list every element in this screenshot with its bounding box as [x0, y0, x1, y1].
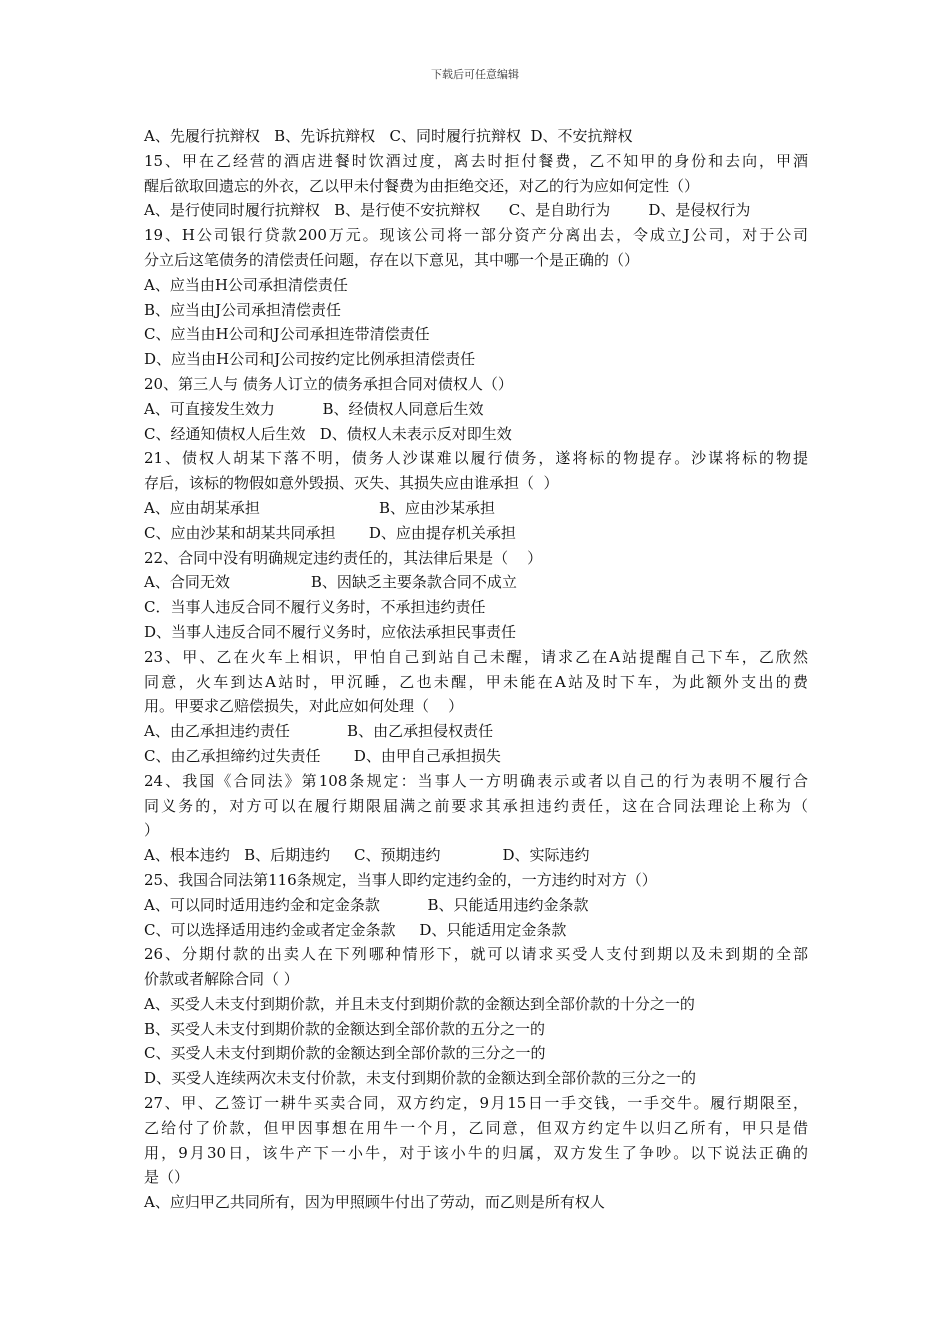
- text-line: ）: [144, 821, 160, 840]
- text-line: 价款或者解除合同（ ）: [144, 970, 299, 989]
- page-header: 下载后可任意编辑: [431, 68, 519, 81]
- text-line: C、可以选择适用违约金或者定金条款 D、只能适用定金条款: [144, 920, 567, 939]
- text-line: 用，9月30日，该牛产下一小牛，对于该小牛的归属，双方发生了争吵。以下说法正确的: [144, 1143, 808, 1162]
- text-line: 20、第三人与 债务人订立的债务承担合同对债权人（）: [144, 374, 513, 393]
- text-line: 22、合同中没有明确规定违约责任的，其法律后果是（ ）: [144, 548, 543, 567]
- text-line: C、经通知债权人后生效 D、债权人未表示反对即生效: [144, 424, 512, 443]
- text-line: 用。甲要求乙赔偿损失，对此应如何处理（ ）: [144, 697, 464, 716]
- text-line: 存后，该标的物假如意外毁损、灭失、其损失应由谁承担（ ）: [144, 474, 559, 493]
- text-line: 同义务的，对方可以在履行期限届满之前要求其承担违约责任，这在合同法理论上称为（: [144, 796, 808, 815]
- text-line: A、先履行抗辩权 B、先诉抗辩权 C、同时履行抗辩权 D、不安抗辩权: [144, 127, 633, 145]
- text-line: C、应当由H公司和J公司承担连带清偿责任: [144, 325, 430, 344]
- text-line: A、由乙承担违约责任 B、由乙承担侵权责任: [144, 722, 494, 741]
- text-line: 21、债权人胡某下落不明，债务人沙谋难以履行债务，遂将标的物提存。沙谋将标的物提: [144, 449, 808, 468]
- text-line: A、可以同时适用违约金和定金条款 B、只能适用违约金条款: [144, 895, 589, 914]
- text-line: 26、分期付款的出卖人在下列哪种情形下，就可以请求买受人支付到期以及未到期的全部: [144, 945, 808, 964]
- text-line: A、应由胡某承担 B、应由沙某承担: [144, 498, 496, 517]
- text-line: 15、甲在乙经营的酒店进餐时饮酒过度，离去时拒付餐费，乙不知甲的身份和去向，甲酒: [144, 151, 808, 170]
- text-line: C．当事人违反合同不履行义务时，不承担违约责任: [144, 598, 486, 617]
- text-line: 24、我国《合同法》第108条规定：当事人一方明确表示或者以自己的行为表明不履行合: [144, 771, 808, 790]
- text-line: A、根本违约 B、后期违约 C、预期违约 D、实际违约: [144, 846, 590, 865]
- text-line: A、是行使同时履行抗辩权 B、是行使不安抗辩权 C、是自助行为 D、是侵权行为: [144, 201, 751, 220]
- text-line: B、应当由J公司承担清偿责任: [144, 300, 342, 319]
- text-line: D、应当由H公司和J公司按约定比例承担清偿责任: [144, 350, 476, 369]
- text-line: 19、H公司银行贷款200万元。现该公司将一部分资产分离出去，令成立J公司，对于公司: [144, 226, 808, 245]
- text-line: D、买受人连续两次未支付价款，未支付到期价款的金额达到全部价款的三分之一的: [144, 1069, 697, 1088]
- text-line: B、买受人未支付到期价款的金额达到全部价款的五分之一的: [144, 1019, 546, 1038]
- text-line: A、买受人未支付到期价款，并且未支付到期价款的金额达到全部价款的十分之一的: [144, 994, 695, 1013]
- text-line: A、可直接发生效力 B、经债权人同意后生效: [144, 399, 484, 418]
- text-line: 是（）: [144, 1168, 190, 1187]
- text-line: C、应由沙某和胡某共同承担 D、应由提存机关承担: [144, 523, 516, 542]
- text-line: 同意，火车到达A站时，甲沉睡，乙也未醒，甲未能在A站及时下车，为此额外支出的费: [144, 672, 808, 691]
- text-line: 27、甲、乙签订一耕牛买卖合同，双方约定，9月15日一手交钱，一手交牛。履行期限至，: [144, 1094, 808, 1113]
- text-line: A、应当由H公司承担清偿责任: [144, 275, 348, 294]
- text-line: A、应归甲乙共同所有，因为甲照顾牛付出了劳动，而乙则是所有权人: [144, 1193, 605, 1212]
- text-line: C、由乙承担缔约过失责任 D、由甲自己承担损失: [144, 746, 501, 765]
- text-line: 分立后这笔债务的清偿责任问题，存在以下意见，其中哪一个是正确的（）: [144, 250, 640, 269]
- document-body: [144, 124, 808, 1215]
- text-line: 乙给付了价款，但甲因事想在用牛一个月，乙同意，但双方约定牛以归乙所有，甲只是借: [144, 1118, 808, 1137]
- text-line: 醒后欲取回遗忘的外衣，乙以甲未付餐费为由拒绝交还，对乙的行为应如何定性（）: [144, 176, 700, 195]
- text-line: A、合同无效 B、因缺乏主要条款合同不成立: [144, 573, 517, 592]
- text-line: 25、我国合同法第116条规定，当事人即约定违约金的，一方违约时对方（）: [144, 870, 657, 889]
- text-line: C、买受人未支付到期价款的金额达到全部价款的三分之一的: [144, 1044, 546, 1063]
- text-line: D、当事人违反合同不履行义务时，应依法承担民事责任: [144, 622, 517, 641]
- text-line: 23、甲、乙在火车上相识，甲怕自己到站自己未醒，请求乙在A站提醒自己下车，乙欣然: [144, 647, 808, 666]
